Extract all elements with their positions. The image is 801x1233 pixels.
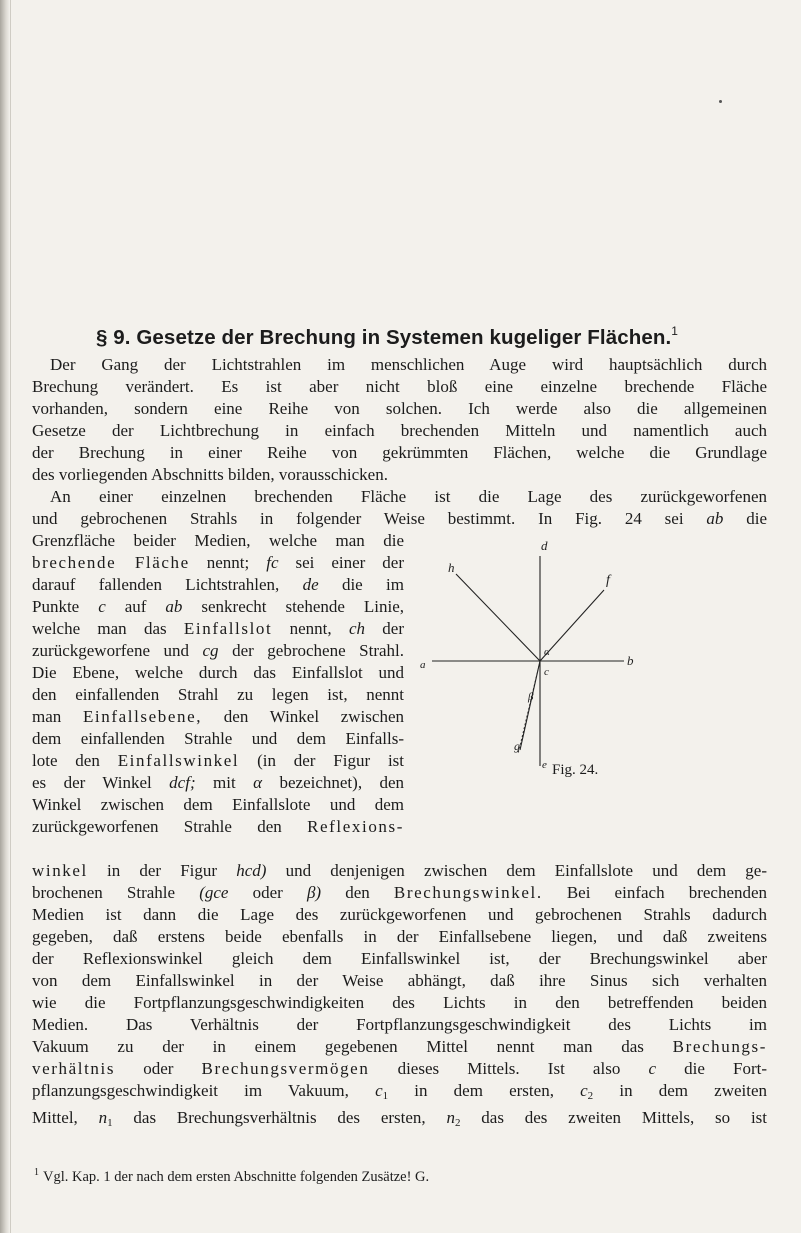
subscript: 1 [107,1117,113,1129]
symbol-n2: n [446,1108,455,1127]
text-run: die Fort- [684,1059,768,1078]
footnote-text: Vgl. Kap. 1 der nach dem ersten Abschnitte folgenden Zusätze! G. [43,1169,430,1185]
label-e: e [542,759,547,771]
text-line [32,596,404,618]
term-brechungsvermoegen: Brechungsvermögen [201,1059,370,1078]
text-run: nennt, [289,619,332,638]
text-run: pflanzungsgeschwindigkeit im Vakuum, [32,1081,349,1100]
figure-caption: Fig. 24. [552,762,599,778]
text-run: Punkte [32,597,80,616]
text-run: in der Figur [107,861,218,880]
text-run: welche man das [32,619,167,638]
symbol-fc: fc [266,553,279,572]
section-number: § 9. [96,326,131,349]
symbol-alpha: α [253,773,263,792]
section-heading [96,324,746,350]
refraction-diagram [420,528,640,778]
text-line [32,1036,767,1058]
symbol-c1: c [375,1081,383,1100]
text-line: dem einfallenden Strahle und dem Einfalls- [32,729,404,748]
text-run: brochenen Strahle [32,883,176,902]
text-line [32,1058,767,1080]
text-run: bezeichnet), den [279,773,405,792]
term-verhaeltnis: verhältnis [32,1059,116,1078]
symbol-ch: ch [348,619,365,638]
symbol-ab: ab [706,509,724,528]
text-run: oder [143,1059,174,1078]
text-line: Grenzfläche beider Medien, welche man die [32,531,404,550]
symbol-beta: β) [306,883,322,902]
text-run: es der Winkel [32,773,152,792]
text-line [32,882,767,904]
text-line [32,618,404,640]
text-line: des vorliegenden Abschnitts bilden, vorausschicken. [32,465,388,484]
text-line: vorhanden, sondern eine Reihe von solchen. Ich werde also die allgemeinen [32,399,767,418]
term-einfallslot: Einfallslot [183,619,273,638]
text-run: den Winkel zwischen [223,707,404,726]
term-brechungs: Brechungs- [672,1037,768,1056]
text-line [32,750,404,772]
term-winkel: winkel [32,861,88,880]
text-line: Der Gang der Lichtstrahlen im menschlichen Auge wird hauptsächlich durch [50,355,767,374]
paragraph-3 [32,860,767,1134]
text-line: Die Ebene, welche durch das Einfallslot und [32,663,404,682]
text-run: der gebrochene Strahl. [232,641,404,660]
text-run: und gebrochenen Strahls in folgender Weise bestimmt. In Fig. 24 sei [32,509,684,528]
text-line: von dem Einfallswinkel in der Weise abhängt, daß ihre Sinus sich verhalten [32,971,767,990]
label-g: g [514,739,520,753]
text-run: lote den [32,751,100,770]
text-line [32,706,404,728]
text-run: nennt; [206,553,250,572]
term-reflexionswinkel: Reflexions- [307,817,404,836]
figure-24 [420,528,640,778]
label-c: c [544,666,549,678]
text-run: zurückgeworfene und [32,641,189,660]
label-alpha: α [544,646,550,658]
text-run: der [382,619,404,638]
text-line [32,552,404,574]
heading-footnote-marker: 1 [671,324,679,338]
label-beta: β [528,691,534,703]
text-line: An einer einzelnen brechenden Fläche ist die Lage des zurückgeworfenen [50,487,767,506]
footnote [34,1167,429,1186]
print-speck [719,100,722,103]
text-run: (in der Figur ist [257,751,405,770]
text-run: die [746,509,768,528]
label-b: b [627,653,634,668]
text-line [32,508,767,530]
label-d: d [541,538,548,553]
text-line: gegeben, daß erstens beide ebenfalls in der Einfallsebene liegen, und daß zweitens [32,927,767,946]
text-line: Gesetze der Lichtbrechung in einfach brechenden Mitteln und namentlich auch [32,421,767,440]
text-line: der Reflexionswinkel gleich dem Einfallswinkel ist, der Brechungswinkel aber [32,949,767,968]
page-edge [0,0,10,1233]
symbol-c: c [98,597,106,616]
text-line: Winkel zwischen dem Einfallslote und dem [32,795,404,814]
text-run: und denjenigen zwischen dem Einfallslote und dem ge- [285,861,767,880]
symbol-de: de [302,575,319,594]
term-einfallswinkel: Einfallswinkel [117,751,240,770]
symbol-n1: n [98,1108,108,1127]
text-line [32,640,404,662]
text-run: zurückgeworfenen Strahle den [32,817,282,836]
text-line: Medien ist dann die Lage des zurückgeworfenen und gebrochenen Strahls dadurch [32,905,767,924]
text-line [32,1107,767,1134]
text-run: mit [213,773,236,792]
label-a: a [420,659,426,671]
text-run: die im [341,575,404,594]
text-run: Mittel, [32,1108,78,1127]
text-line: wie die Fortpflanzungsgeschwindigkeiten des Lichts in den betreffenden beiden [32,993,767,1012]
term-brechende-flaeche: brechende Fläche [32,553,190,572]
symbol-hcd: hcd) [236,861,267,880]
symbol-gce: (gce [199,883,229,902]
term-einfallsebene: Einfallsebene, [82,707,203,726]
text-run: Bei einfach brechenden [566,883,768,902]
page-edge-line [10,0,11,1233]
text-line [32,816,404,838]
text-line: der Brechung in einer Reihe von gekrümmten Flächen, welche die Grundlage [32,443,767,462]
text-run: in dem zweiten [619,1081,768,1100]
text-run: man [32,707,62,726]
text-line [32,1080,767,1107]
text-line [32,860,767,882]
symbol-c: c [648,1059,657,1078]
text-run: dieses Mittels. Ist also [397,1059,621,1078]
text-run: oder [252,883,283,902]
text-line [32,574,404,596]
section-title: Gesetze der Brechung in Systemen kugeliger Flächen. [136,326,672,349]
text-run: senkrecht stehende Linie, [201,597,405,616]
subscript: 2 [587,1090,594,1102]
text-run: Vakuum zu der in einem gegebenen Mittel nennt man das [32,1037,644,1056]
symbol-dcf: dcf; [169,773,196,792]
text-run: das Brechungsverhältnis des ersten, [133,1108,426,1127]
text-run: darauf fallenden Lichtstrahlen, [32,575,280,594]
text-run: den [345,883,370,902]
subscript: 1 [382,1090,389,1102]
paragraph-2-narrow [32,530,404,838]
symbol-cg: cg [202,641,219,660]
text-line [32,772,404,794]
text-line: den einfallenden Strahl zu legen ist, nennt [32,685,404,704]
paragraph-1 [32,354,767,530]
text-line: Medien. Das Verhältnis der Fortpflanzungsgeschwindigkeit des Lichts im [32,1015,767,1034]
label-f: f [606,573,610,588]
text-run: das des zweiten Mittels, so ist [481,1108,768,1127]
text-run: sei einer der [295,553,405,572]
text-line: Brechung verändert. Es ist aber nicht bloß eine einzelne brechende Fläche [32,377,767,396]
label-h: h [448,560,455,575]
symbol-c2: c [580,1081,588,1100]
text-run: in dem ersten, [414,1081,554,1100]
reflected-ray-ch [456,574,540,661]
footnote-marker: 1 [34,1167,39,1178]
term-brechungswinkel: Brechungswinkel. [393,883,543,902]
subscript: 2 [454,1117,461,1129]
symbol-ab: ab [165,597,183,616]
text-run: auf [124,597,147,616]
